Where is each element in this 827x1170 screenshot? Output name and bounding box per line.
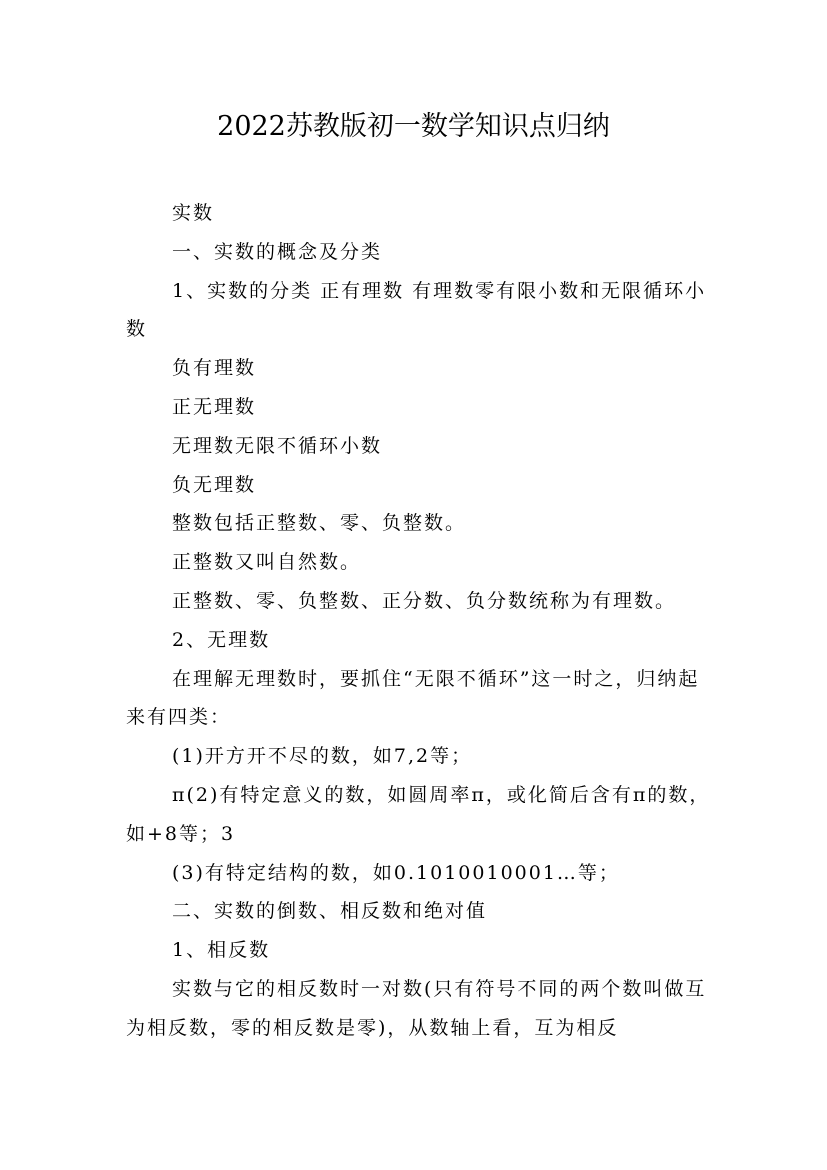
paragraph: π(2)有特定意义的数，如圆周率π，或化简后含有π的数，如+8等；3	[126, 783, 711, 845]
paragraph: 正无理数	[172, 395, 257, 418]
paragraph: 1、相反数	[172, 939, 271, 962]
paragraph: 正整数、零、负整数、正分数、负分数统称为有理数。	[172, 589, 677, 612]
paragraph: 在理解无理数时，要抓住“无限不循环”这一时之，归纳起来有四类：	[126, 667, 700, 729]
paragraph: 实数与它的相反数时一对数(只有符号不同的两个数叫做互为相反数，零的相反数是零)，从数轴上看，互为相反	[126, 977, 707, 1039]
document-title: 2022苏教版初一数学知识点归纳	[217, 111, 610, 142]
paragraph: 负无理数	[172, 473, 257, 496]
document-body	[126, 194, 716, 1048]
paragraph: 二、实数的倒数、相反数和绝对值	[172, 900, 488, 923]
paragraph: 2、无理数	[172, 628, 271, 651]
paragraph: (1)开方开不尽的数，如7,2等；	[172, 745, 473, 768]
paragraph: 一、实数的概念及分类	[172, 240, 383, 263]
paragraph: 负有理数	[172, 357, 257, 380]
paragraph: 整数包括正整数、零、负整数。	[172, 512, 467, 535]
paragraph: (3)有特定结构的数，如0.1010010001…等；	[172, 861, 620, 884]
paragraph: 实数	[172, 202, 215, 224]
paragraph: 无理数无限不循环小数	[172, 434, 383, 457]
paragraph: 1、实数的分类 正有理数 有理数零有限小数和无限循环小数	[126, 279, 707, 341]
paragraph: 正整数又叫自然数。	[172, 551, 362, 574]
